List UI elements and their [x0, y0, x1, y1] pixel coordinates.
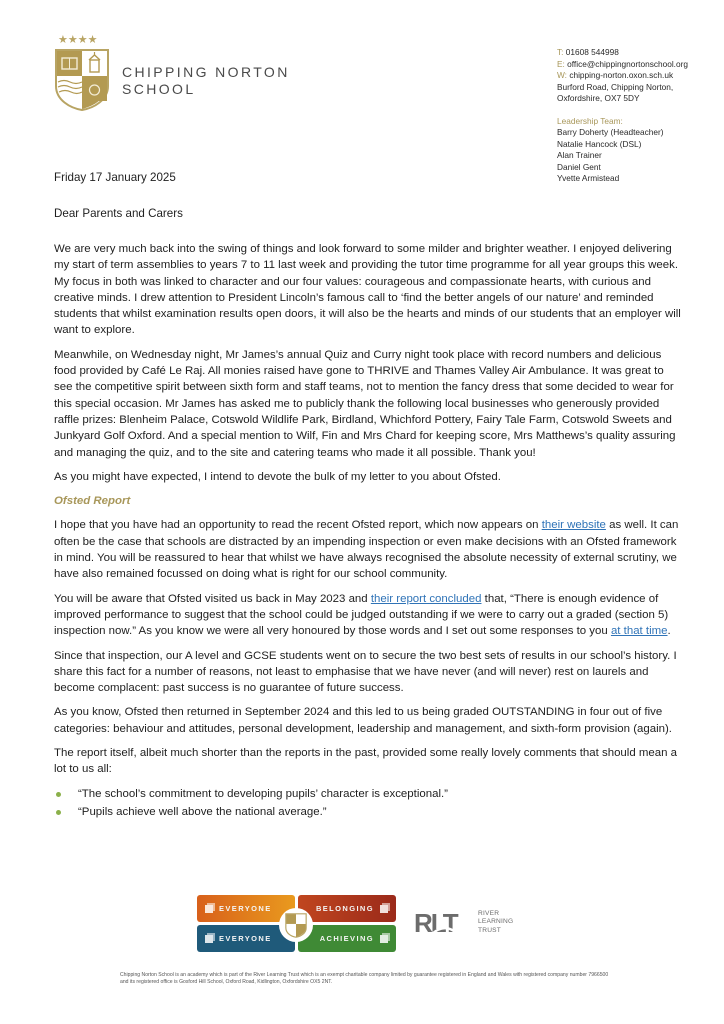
- rlt-mark: RLT: [414, 908, 457, 938]
- at-that-time-link[interactable]: at that time: [610, 625, 668, 638]
- legal-footer: Chipping Norton School is an academy which is part of the River Learning Trust which is an exempt charitable company limited by guarantee registered in England and Wales with registered company number 7966500 and its registered office is Gosford Hill School, Oxford Road, Kidlington, Oxfordshire OX5 2NT.: [120, 972, 609, 986]
- paragraph-results: Since that inspection, our A level and GCSE students went on to secure the two best sets of results in our school’s history. I share this fact for a number of reasons, not least to emphasise that we have never (and will never) rest on laurels and become complacent: past success is no guarantee of future success.: [54, 649, 677, 695]
- letter-body: [54, 241, 684, 822]
- web-line: [557, 70, 722, 82]
- leadership-member: Yvette Armistead: [557, 173, 620, 183]
- text-span: You will be aware that Ofsted visited us back in May 2023 and: [54, 592, 371, 605]
- bullet-icon: [56, 810, 61, 815]
- paragraph-report-comments: The report itself, albeit much shorter than the reports in the past, provided some really lovely comments that should mean a lot to us all:: [54, 747, 678, 776]
- school-name-line2: SCHOOL: [122, 81, 196, 97]
- river-learning-trust-logo: [414, 908, 524, 944]
- block-icon: [205, 935, 213, 943]
- web-label: W:: [557, 70, 567, 80]
- quote-item: [54, 804, 684, 820]
- paragraph-intro: We are very much back into the swing of things and look forward to some milder and brighter weather. I enjoyed delivering my start of term assemblies to years 7 to 11 last week and providing the tutor time programme for all year groups this week. My focus in both was linked to character and our four values: courageous and compassionate hearts, with curious and creative minds. I drew attention to President Lincoln’s famous call to ‘find the better angels of our nature’ and reminded students that whilst examination results open doors, it will also be the hearts and minds of our students that an employer will want to explore.: [54, 243, 681, 337]
- leadership-member: Natalie Hancock (DSL): [557, 138, 642, 149]
- salutation: Dear Parents and Carers: [54, 207, 183, 220]
- contact-block: [557, 47, 722, 185]
- banner-crest: [279, 908, 313, 942]
- leadership-member: Alan Trainer: [557, 150, 602, 160]
- quote-item: [54, 786, 684, 802]
- phone-number: 01608 544998: [565, 47, 619, 57]
- paragraph-ofsted-intro: As you might have expected, I intend to devote the bulk of my letter to you about Ofsted.: [54, 470, 501, 483]
- rlt-line: LEARNING: [478, 918, 514, 926]
- paragraph-september-2024: As you know, Ofsted then returned in September 2024 and this led to us being graded OUTSTANDING in four out of five categories: behaviour and attitudes, personal development, leadership and management, and sixth-form provision (again).: [54, 706, 672, 735]
- their-website-link[interactable]: their website: [541, 519, 606, 532]
- quotes-list: [54, 786, 684, 821]
- school-name: [122, 64, 290, 98]
- paragraph-quiz-night: Meanwhile, on Wednesday night, Mr James’s annual Quiz and Curry night took place with record numbers and delicious food provided by Café Le Raj. All monies raised have gone to THRIVE and Thames Valley Air Ambulance. It was great to see the competitive spirit between sixth form and staff teams, not to mention the fancy dress that some decided to wear for this special occasion. Mr James has asked me to publicly thank the following local businesses who generously provided raffle prizes: Blenheim Palace, Cotswold Wildlife Park, Birdland, Whichford Pottery, Fairy Tale Farm, Cotswold Sweets and Junkyard Golf Oxford. And a special mention to Wilf, Fin and Mrs Chard for keeping score, Mrs Matthews’s quality assuring and managing the quiz, and to the site and catering teams who made it all possible. Thank you!: [54, 348, 676, 459]
- values-banner: [197, 895, 397, 955]
- crest-icon: [285, 913, 307, 938]
- text-span: as well. It can often be the case that schools are distracted by an impending inspection or even make decisions with an Ofsted framework in mind. You will be reassured to hear that whilst we have always recognised the absolute necessity of external scrutiny, we have also remained focussed on doing what is right for our school community.: [54, 519, 679, 581]
- rlt-line: RIVER: [478, 910, 500, 917]
- email-line: [557, 59, 722, 71]
- school-name-line1: CHIPPING NORTON: [122, 64, 290, 80]
- paragraph-ofsted-report: [54, 517, 684, 582]
- letter-date: Friday 17 January 2025: [54, 171, 176, 184]
- text-span: I hope that you have had an opportunity to read the recent Ofsted report, which now appears on: [54, 519, 542, 532]
- block-icon: [380, 905, 388, 913]
- bullet-icon: [56, 792, 61, 797]
- website-address[interactable]: chipping-norton.oxon.sch.uk: [569, 70, 674, 80]
- rlt-line: TRUST: [478, 926, 501, 934]
- block-icon: [205, 905, 213, 913]
- section-heading-ofsted: Ofsted Report: [54, 495, 131, 508]
- phone-line: [557, 47, 722, 59]
- school-logo: [54, 34, 294, 114]
- quote-text: “Pupils achieve well above the national average.”: [78, 805, 327, 818]
- address-line2: Oxfordshire, OX7 5DY: [557, 93, 640, 103]
- report-concluded-link[interactable]: their report concluded: [370, 592, 482, 605]
- leadership-title: Leadership Team:: [557, 115, 623, 126]
- value-achieving: [298, 925, 396, 952]
- text-span: that, “There is enough evidence of improved performance to suggest that the school could be judged outstanding if we were to carry out a graded (section 5) inspection now.” As you know we were all very honoured by those words and I set out some responses to you: [54, 592, 669, 638]
- value-label: EVERYONE: [219, 904, 272, 913]
- phone-label: T:: [557, 47, 564, 57]
- rlt-text: [478, 910, 513, 935]
- leadership-member: Daniel Gent: [557, 161, 601, 172]
- value-label: EVERYONE: [219, 934, 272, 943]
- wave-icon: [432, 924, 476, 938]
- paragraph-may-2023: [54, 591, 684, 640]
- value-belonging: [298, 895, 396, 922]
- value-label: BELONGING: [315, 904, 374, 913]
- text-span: .: [667, 625, 671, 638]
- leadership-member: Barry Doherty (Headteacher): [557, 127, 664, 137]
- quote-text: “The school’s commitment to developing pupils’ character is exceptional.”: [78, 787, 448, 800]
- value-label: ACHIEVING: [319, 934, 374, 943]
- address-line1: Burford Road, Chipping Norton,: [557, 81, 674, 92]
- stars-icon: ★★★★: [58, 34, 98, 46]
- block-icon: [380, 935, 388, 943]
- school-crest-icon: [54, 48, 110, 112]
- email-address[interactable]: office@chippingnortonschool.org: [567, 58, 688, 69]
- email-label: E:: [557, 58, 565, 69]
